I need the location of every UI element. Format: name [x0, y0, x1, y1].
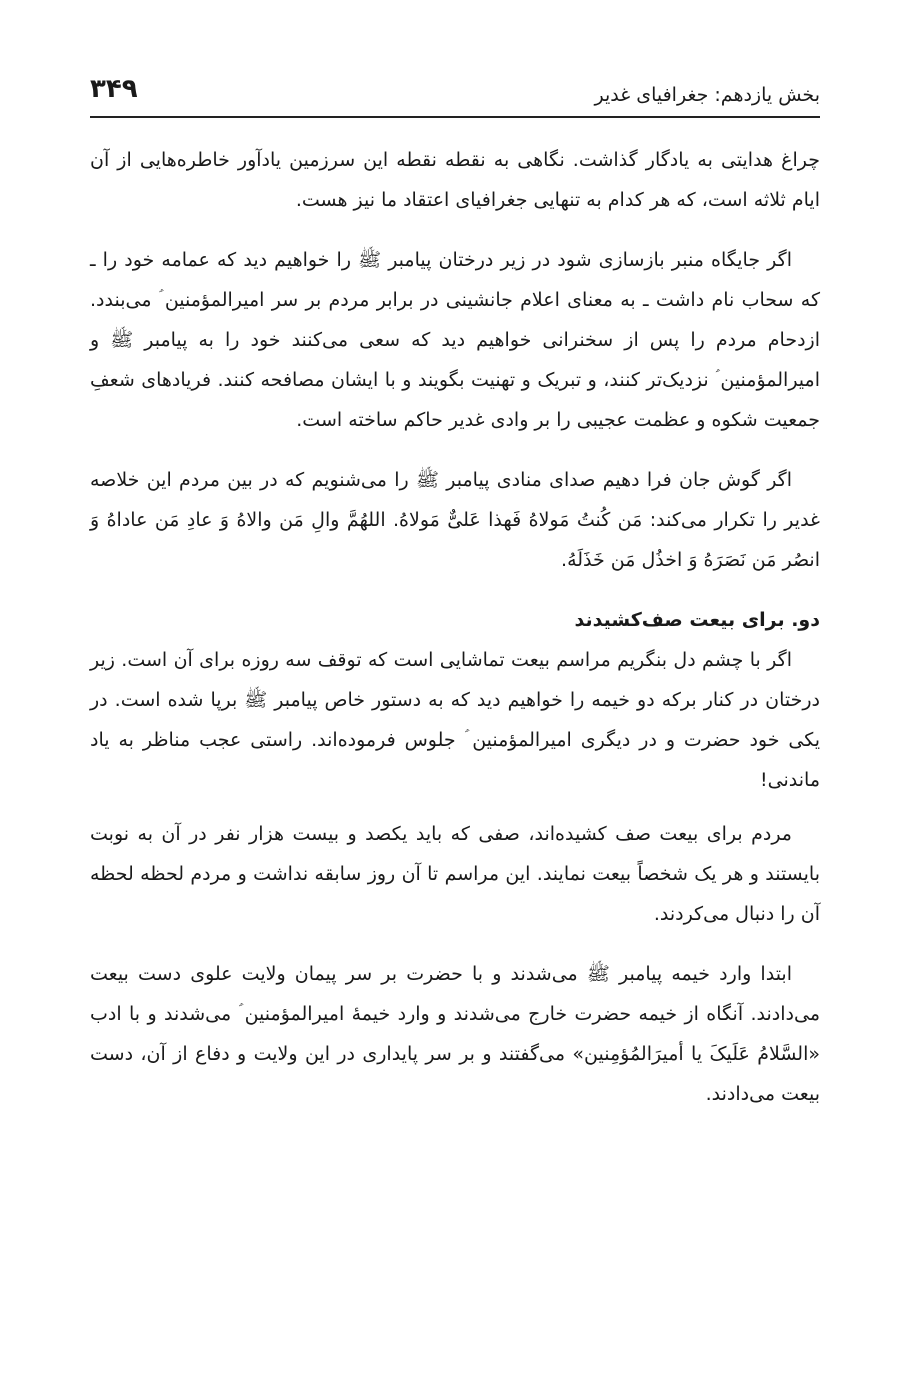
page-header	[90, 60, 820, 118]
paragraph: اگر جایگاه منبر بازسازی شود در زیر درختان پیامبر ﷺ را خواهیم دید که عمامه خود را ـ که سحاب نام داشت ـ به معنای اعلام جانشینی در برابر مردم بر سر امیرالمؤمنین ؑ می‌بندد. ازدحام مردم را پس از سخنرانی خواهیم دید که سعی می‌کنند خود را به پیامبر ﷺ و امیرالمؤمنین ؑ نزدیک‌تر کنند، و تبریک و تهنیت بگویند و با ایشان مصافحه کنند. فریادهای شعفِ جمعیت شکوه و عظمت عجیبی را بر وادی غدیر حاکم ساخته است.	[90, 249, 820, 431]
body-text	[90, 140, 820, 1114]
paragraph: ابتدا وارد خیمه پیامبر ﷺ می‌شدند و با حضرت بر سر پیمان ولایت علوی دست بیعت می‌دادند. آنگاه از خیمه حضرت خارج می‌شدند و وارد خیمهٔ امیرالمؤمنین ؑ می‌شدند و با ادب «السَّلامُ عَلَیکَ یا أمیرَالمُؤمِنین» می‌گفتند و بر سر پایداری در این ولایت و دفاع از آن، دست بیعت می‌دادند.	[90, 963, 820, 1105]
paragraph: اگر با چشم دل بنگریم مراسم بیعت تماشایی است که توقف سه روزه برای آن است. زیر درختان در کنار برکه دو خیمه را خواهیم دید که به دستور خاص پیامبر ﷺ برپا شده است. در یکی خود حضرت و در دیگری امیرالمؤمنین ؑ جلوس فرموده‌اند. راستی عجب مناظر به یاد ماندنی!	[90, 649, 820, 791]
paragraph: چراغ هدایتی به یادگار گذاشت. نگاهی به نقطه نقطه این سرزمین یادآور خاطره‌هایی از آن ایام ثلاثه است، که هر کدام به تنهایی جغرافیای اعتقاد ما نیز هست.	[90, 149, 820, 211]
paragraph: اگر گوش جان فرا دهیم صدای منادی پیامبر ﷺ را می‌شنویم که در بین مردم این خلاصه غدیر را تکرار می‌کند: مَن کُنتُ مَولاهُ فَهذا عَلیٌّ مَولاهُ. اللهُمَّ والِ مَن والاهُ وَ عادِ مَن عاداهُ وَ انصُر مَن نَصَرَهُ وَ اخذُل مَن خَذَلَهُ.	[90, 469, 820, 571]
book-page	[90, 60, 820, 1134]
paragraph: مردم برای بیعت صف کشیده‌اند، صفی که باید یکصد و بیست هزار نفر در آن به نوبت بایستند و هر یک شخصاً بیعت نمایند. این مراسم تا آن روز سابقه نداشت و مردم لحظه لحظه آن را دنبال می‌کردند.	[90, 823, 820, 925]
page-number: ۳۴۹	[90, 74, 138, 104]
section-heading: دو. برای بیعت صف‌کشیدند	[574, 609, 820, 631]
running-title: بخش یازدهم: جغرافیای غدیر	[594, 84, 820, 106]
